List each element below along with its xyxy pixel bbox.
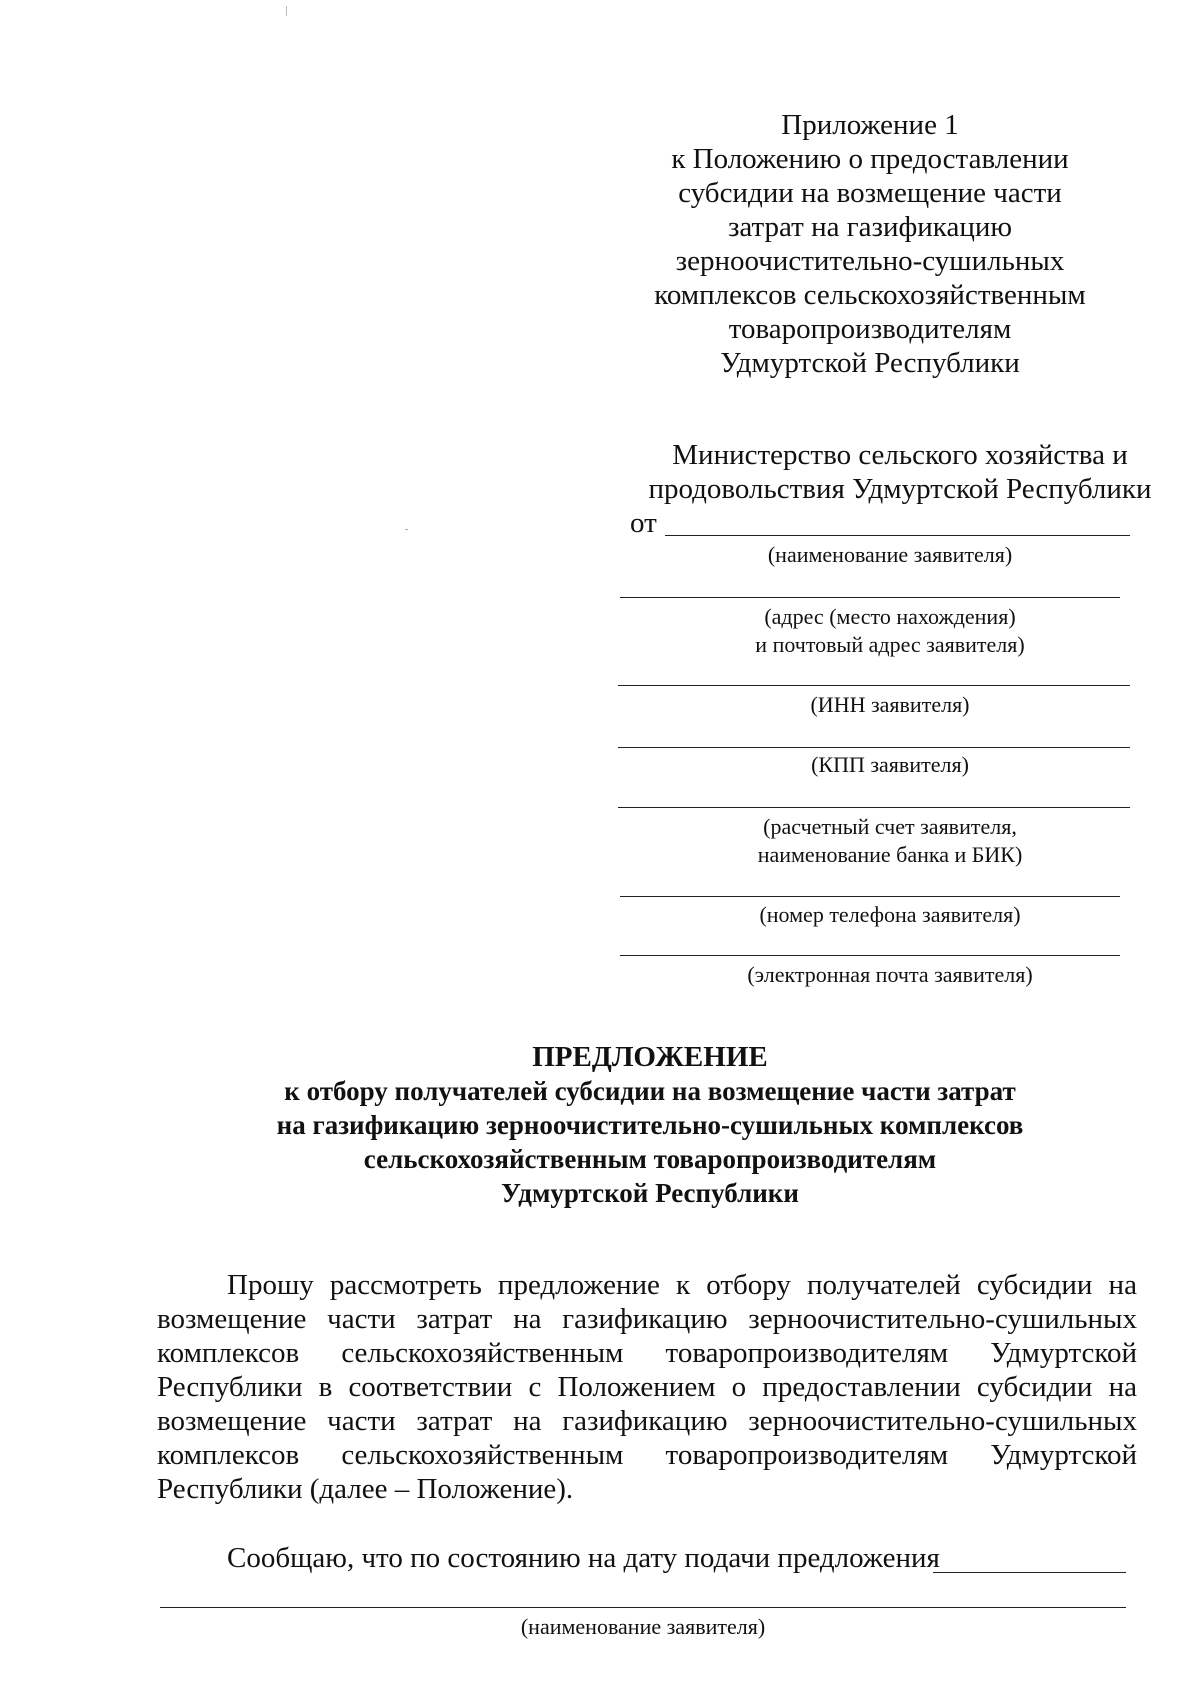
applicant-name-line[interactable] [665,535,1130,536]
word: с [528,1371,542,1403]
word: Республики [157,1371,303,1403]
bank-line[interactable] [618,807,1130,808]
word: на [1108,1269,1137,1301]
word: о [731,1371,747,1403]
body-line-3 [157,1336,1137,1370]
word: возмещение [157,1405,307,1437]
word: товаропроизводителям [665,1337,949,1369]
word: комплексов [157,1439,300,1471]
from-label: от [630,507,657,539]
word: на [513,1303,542,1335]
document-title [130,1040,1170,1210]
email-caption: (электронная почта заявителя) [747,962,1033,987]
word: сельскохозяйственным [341,1337,624,1369]
appendix-header [600,108,1140,380]
inn-line[interactable] [618,685,1130,686]
body-line-2 [157,1302,1137,1336]
word: на [513,1405,542,1437]
word: зерноочистительно-сушильных [748,1303,1137,1335]
kpp-caption: (КПП заявителя) [811,752,969,777]
word: части [327,1303,396,1335]
scan-mark [286,6,287,16]
word: субсидии [976,1371,1093,1403]
report-statement: Сообщаю, что по состоянию на дату подачи предложения [227,1542,940,1574]
phone-line[interactable] [620,896,1120,897]
bank-caption-2: наименование банка и БИК) [757,842,1023,867]
recipient-line: Министерство сельского хозяйства и [672,439,1128,471]
word: газификацию [562,1303,728,1335]
word: Удмуртской [990,1337,1137,1369]
applicant-name-caption: (наименование заявителя) [767,542,1013,567]
bank-caption-1: (расчетный счет заявителя, [763,814,1017,839]
word: Положением [557,1371,716,1403]
recipient-line: продовольствия Удмуртской Республики [648,473,1152,505]
word: затрат [416,1405,493,1437]
word: отбору [706,1269,791,1301]
body-line-6 [157,1438,1137,1472]
word: комплексов [157,1337,300,1369]
title-line: сельскохозяйственным товаропроизводителям [363,1144,937,1174]
appendix-line: затрат на газификацию [727,211,1013,243]
address-line[interactable] [620,597,1120,598]
title-line: на газификацию зерноочистительно-сушильных комплексов [276,1110,1024,1140]
word: части [327,1405,396,1437]
word: зерноочистительно-сушильных [748,1405,1137,1437]
title-line: к отбору получателей субсидии на возмещение части затрат [284,1076,1016,1106]
kpp-line[interactable] [618,747,1130,748]
appendix-line: товаропроизводителям [728,313,1012,345]
appendix-line: субсидии на возмещение части [678,177,1062,209]
word: предложение [497,1269,660,1301]
appendix-line: комплексов сельскохозяйственным [654,279,1086,311]
address-caption-2: и почтовый адрес заявителя) [755,632,1025,657]
body-line-1 [157,1268,1137,1302]
word: газификацию [562,1405,728,1437]
inn-caption: (ИНН заявителя) [810,692,970,717]
body-line-4 [157,1370,1137,1404]
word: сельскохозяйственным [341,1439,624,1471]
appendix-line: Удмуртской Республики [720,347,1020,379]
word: товаропроизводителям [665,1439,949,1471]
word: к [676,1269,691,1301]
phone-caption: (номер телефона заявителя) [759,902,1021,927]
address-caption-1: (адрес (место нахождения) [764,604,1016,629]
word: Удмуртской [990,1439,1137,1471]
applicant-name-fill-line[interactable] [160,1607,1126,1608]
word: затрат [416,1303,493,1335]
email-line[interactable] [620,955,1120,956]
word: в [318,1371,333,1403]
body-line-5 [157,1404,1137,1438]
body-line-7: Республики (далее – Положение). [157,1473,574,1505]
title-line: Удмуртской Республики [501,1178,799,1208]
word: предоставлении [762,1371,961,1403]
word: получателей [807,1269,961,1301]
word: возмещение [157,1303,307,1335]
word: соответствии [348,1371,513,1403]
word: субсидии [976,1269,1093,1301]
recipient-block [640,438,1160,506]
word: на [1108,1371,1137,1403]
title-main: ПРЕДЛОЖЕНИЕ [532,1041,768,1073]
scan-dot [405,529,408,530]
word: Прошу [227,1269,314,1301]
appendix-line: к Положению о предоставлении [671,143,1069,175]
footer-name-caption: (наименование заявителя) [520,1614,766,1639]
word: рассмотреть [329,1269,482,1301]
appendix-line: Приложение 1 [781,109,959,141]
report-fill-line[interactable] [933,1572,1126,1573]
body-paragraph [157,1268,1137,1506]
appendix-line: зерноочистительно-сушильных [675,245,1065,277]
